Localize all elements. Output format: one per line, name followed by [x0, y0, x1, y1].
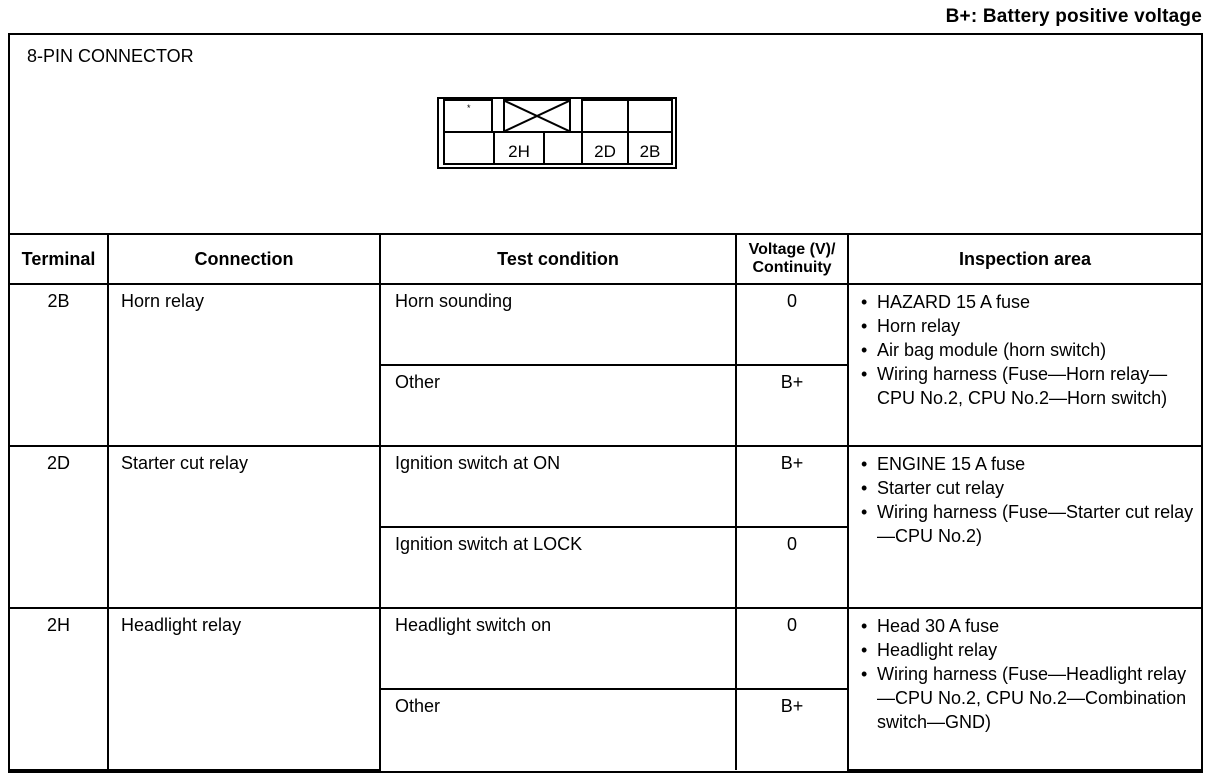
inspection-item: • HAZARD 15 A fuse [857, 290, 1195, 314]
connection-cell: Starter cut relay [108, 446, 380, 608]
inspection-cell [848, 446, 1201, 608]
header-voltage [736, 234, 848, 284]
legend-note: B+: Battery positive voltage [945, 6, 1202, 27]
pin-top-1 [443, 99, 493, 133]
pin-2d [581, 131, 629, 165]
header-voltage-line2: Continuity [752, 259, 832, 276]
inspection-item: • Wiring harness (Fuse—Horn relay—CPU No.2, CPU No.2—Horn switch) [857, 362, 1195, 410]
voltage-cell: B+ [736, 689, 848, 770]
condition-cell: Other [380, 689, 736, 770]
voltage-cell: 0 [736, 284, 848, 365]
inspection-item: • Head 30 A fuse [857, 614, 1195, 638]
terminal-cell: 2H [10, 608, 108, 770]
voltage-cell: 0 [736, 527, 848, 608]
inspection-cell [848, 608, 1201, 770]
pin-2b [627, 131, 673, 165]
pin-marker: * [467, 103, 471, 113]
inspection-table [10, 233, 1201, 771]
condition-cell: Ignition switch at LOCK [380, 527, 736, 608]
terminal-cell: 2D [10, 446, 108, 608]
inspection-item: • Horn relay [857, 314, 1195, 338]
inspection-item: • Wiring harness (Fuse—Headlight relay—CPU No.2, CPU No.2—Combination switch—GND) [857, 662, 1195, 734]
header-connection: Connection [108, 234, 380, 284]
inspection-item: • ENGINE 15 A fuse [857, 452, 1195, 476]
voltage-cell: B+ [736, 446, 848, 527]
condition-cell: Horn sounding [380, 284, 736, 365]
blocked-cross-icon [505, 101, 569, 131]
voltage-cell: B+ [736, 365, 848, 446]
inspection-item: • Air bag module (horn switch) [857, 338, 1195, 362]
inspection-item: • Headlight relay [857, 638, 1195, 662]
condition-cell: Headlight switch on [380, 608, 736, 689]
inspection-item: • Wiring harness (Fuse—Starter cut relay—CPU No.2) [857, 500, 1195, 548]
connector-diagram [437, 97, 677, 169]
table-row [10, 446, 1201, 527]
voltage-cell: 0 [736, 608, 848, 689]
condition-cell: Other [380, 365, 736, 446]
pin-bottom-1 [443, 131, 495, 165]
connection-cell: Horn relay [108, 284, 380, 446]
pin-blocked [503, 99, 571, 133]
header-terminal: Terminal [10, 234, 108, 284]
inspection-frame [8, 33, 1203, 773]
condition-cell: Ignition switch at ON [380, 446, 736, 527]
table-row [10, 608, 1201, 689]
connection-cell: Headlight relay [108, 608, 380, 770]
pin-2h [493, 131, 545, 165]
inspection-cell [848, 284, 1201, 446]
pin-2h-label: 2H [508, 142, 530, 161]
header-inspection-area: Inspection area [848, 234, 1201, 284]
connector-title: 8-PIN CONNECTOR [27, 46, 194, 66]
inspection-list [857, 452, 1195, 548]
header-voltage-line1: Voltage (V)/ [748, 241, 836, 258]
header-test-condition: Test condition [380, 234, 736, 284]
inspection-list [857, 290, 1195, 410]
inspection-item: • Starter cut relay [857, 476, 1195, 500]
pin-2d-label: 2D [594, 142, 616, 161]
pin-top-4 [627, 99, 673, 133]
table-header-row [10, 234, 1201, 284]
terminal-cell: 2B [10, 284, 108, 446]
pin-top-3 [581, 99, 629, 133]
table-row [10, 284, 1201, 365]
pin-bottom-3 [543, 131, 583, 165]
pin-2b-label: 2B [639, 142, 661, 161]
inspection-list [857, 614, 1195, 734]
